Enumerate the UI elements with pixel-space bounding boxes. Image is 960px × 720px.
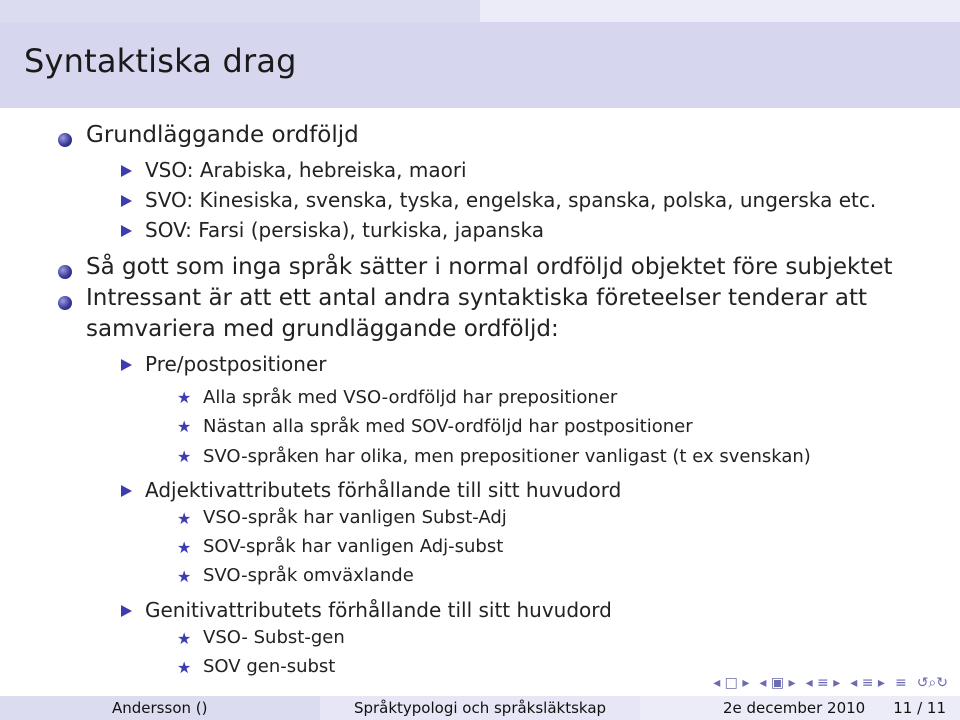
nav-search-icon[interactable]: ↺⌕↻ <box>916 675 948 691</box>
bullet-triangle-icon <box>121 165 132 177</box>
sub-bullet-text: SOV: Farsi (persiska), turkiska, japanska <box>145 218 544 242</box>
bullet-ball-icon <box>58 133 72 147</box>
bullet-star-icon: ★ <box>177 509 192 528</box>
sub-sub-bullet-text: SOV gen-subst <box>203 656 336 677</box>
bullet-ball-icon <box>58 265 72 279</box>
nav-section-icon[interactable]: ◂ ≡ ▸ <box>850 675 885 691</box>
sub-sub-bullet-text: VSO-språk har vanligen Subst-Adj <box>203 507 507 528</box>
bullet-star-icon: ★ <box>177 417 192 436</box>
bullet-star-icon: ★ <box>177 567 192 586</box>
bullet-star-icon: ★ <box>177 388 192 407</box>
bullet-text: Grundläggande ordföljd <box>86 122 359 148</box>
bullet-text: Så gott som inga språk sätter i normal ordföljd objektet före subjektet <box>86 254 893 280</box>
bullet-triangle-icon <box>121 225 132 237</box>
footer-author-box <box>0 696 320 720</box>
sub-bullet-text: VSO: Arabiska, hebreiska, maori <box>145 158 467 182</box>
bullet-ball-icon <box>58 296 72 310</box>
footer-title-box <box>320 696 640 720</box>
slide-title: Syntaktiska drag <box>24 42 297 80</box>
sub-sub-bullet-text: SOV-språk har vanligen Adj-subst <box>203 536 504 557</box>
footer-page: 11 / 11 <box>893 699 946 717</box>
sub-sub-bullet-text: Alla språk med VSO-ordföljd har prepositioner <box>203 387 618 408</box>
sub-sub-bullet-text: VSO- Subst-gen <box>203 627 345 648</box>
nav-left-icon[interactable]: ◂ □ ▸ <box>713 675 750 691</box>
beamer-navigation <box>713 672 948 694</box>
nav-frame-icon[interactable]: ◂ ▣ ▸ <box>759 675 796 691</box>
sub-bullet-text: SVO: Kinesiska, svenska, tyska, engelska, spanska, polska, ungerska etc. <box>145 188 877 212</box>
bullet-triangle-icon <box>121 485 132 497</box>
bullet-star-icon: ★ <box>177 629 192 648</box>
top-header-right <box>480 0 960 22</box>
title-bar <box>0 22 960 108</box>
sub-bullet-text: Pre/postpositioner <box>145 352 327 376</box>
footer-bar <box>0 696 960 720</box>
top-header-bar <box>0 0 960 22</box>
sub-sub-bullet-text: Nästan alla språk med SOV-ordföljd har postpositioner <box>203 416 693 437</box>
bullet-triangle-icon <box>121 195 132 207</box>
sub-sub-bullet-text: SVO-språk omväxlande <box>203 565 414 586</box>
sub-bullet-text: Genitivattributets förhållande till sitt huvudord <box>145 598 612 622</box>
bullet-star-icon: ★ <box>177 447 192 466</box>
sub-bullet-text: Adjektivattributets förhållande till sitt huvudord <box>145 478 622 502</box>
nav-align-icon[interactable]: ≡ <box>894 675 907 691</box>
bullet-text-line2: samvariera med grundläggande ordföljd: <box>86 316 559 342</box>
nav-subsection-icon[interactable]: ◂ ≡ ▸ <box>805 675 841 691</box>
footer-author: Andersson () <box>112 699 208 717</box>
footer-date: 2e december 2010 <box>722 699 866 717</box>
footer-meta-box <box>640 696 960 720</box>
bullet-text-line1: Intressant är att ett antal andra syntaktiska företeelser tenderar att <box>86 285 868 311</box>
bullet-triangle-icon <box>121 359 132 371</box>
sub-sub-bullet-text: SVO-språken har olika, men prepositioner vanligast (t ex svenskan) <box>203 446 811 467</box>
bullet-star-icon: ★ <box>177 538 192 557</box>
bullet-triangle-icon <box>121 605 132 617</box>
footer-talk-title: Språktypologi och språksläktskap <box>353 699 607 717</box>
bullet-star-icon: ★ <box>177 658 192 677</box>
top-header-left <box>0 0 480 22</box>
